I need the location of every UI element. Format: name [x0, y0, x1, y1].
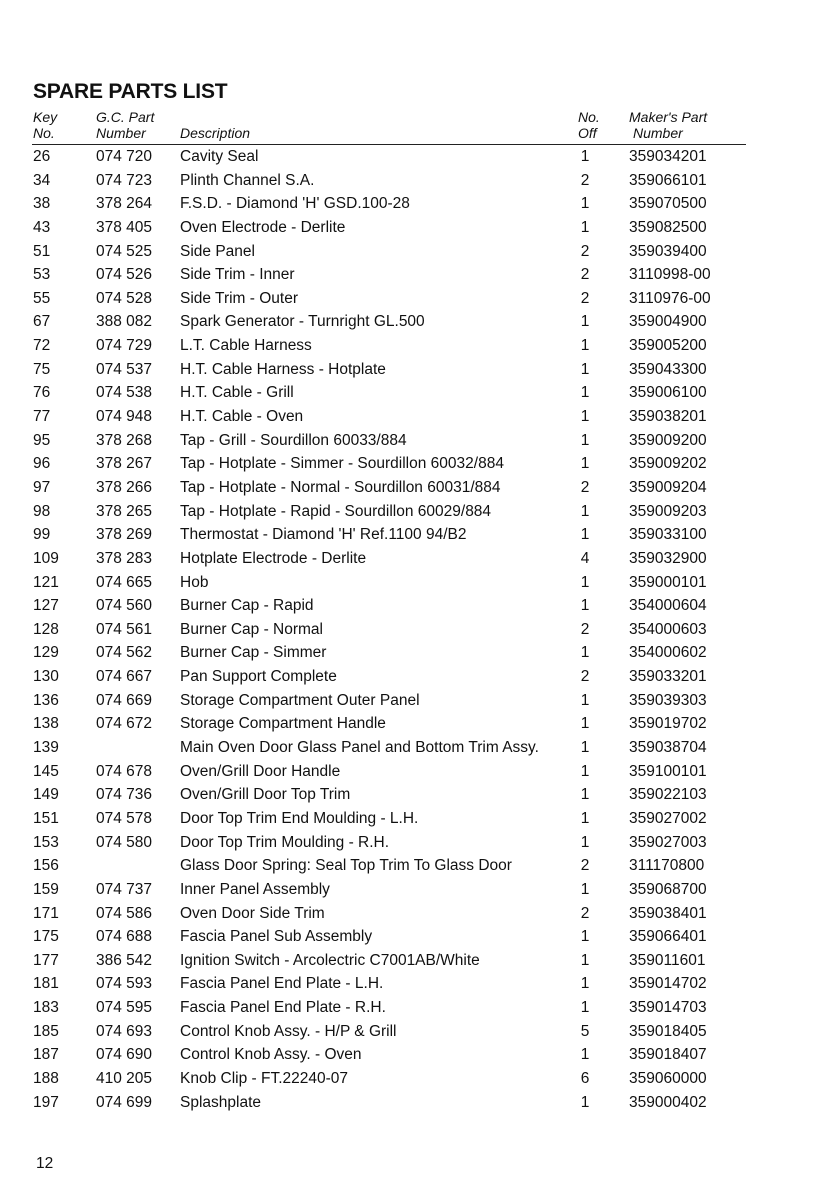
makers-part-cell: 3110976-00 [629, 289, 711, 307]
quantity-cell: 1 [580, 833, 590, 851]
description-cell: Storage Compartment Handle [180, 715, 386, 733]
gc-part-cell: 410 205 [96, 1069, 153, 1087]
description-cell: Door Top Trim Moulding - R.H. [180, 833, 390, 851]
key-cell: 34 [33, 171, 51, 189]
gc-part-cell: 386 542 [96, 951, 153, 969]
quantity-cell: 1 [580, 408, 590, 426]
key-cell: 109 [33, 549, 59, 567]
makers-part-cell: 354000604 [629, 597, 707, 615]
description-cell: Tap - Hotplate - Simmer - Sourdillon 60032/884 [180, 455, 504, 473]
table-row [0, 287, 838, 311]
makers-part-cell: 359034201 [629, 148, 707, 165]
key-cell: 151 [33, 809, 59, 827]
table-row [0, 925, 838, 949]
makers-part-cell: 359082500 [629, 218, 707, 236]
key-cell: 96 [33, 455, 51, 473]
description-cell: Glass Door Spring: Seal Top Trim To Glass Door [180, 857, 512, 875]
gc-part-cell: 074 720 [96, 148, 153, 165]
description-cell: Splashplate [180, 1093, 262, 1111]
makers-part-cell: 359011601 [629, 951, 706, 969]
quantity-cell: 1 [580, 526, 590, 544]
quantity-cell: 1 [580, 880, 590, 898]
makers-part-cell: 359018405 [629, 1022, 707, 1040]
key-cell: 128 [33, 620, 59, 638]
table-row [0, 712, 838, 736]
description-cell: Tap - Hotplate - Normal - Sourdillon 60031/884 [180, 478, 501, 496]
description-cell: Cavity Seal [180, 148, 259, 165]
quantity-cell: 1 [580, 786, 590, 804]
key-cell: 188 [33, 1069, 59, 1087]
table-row [0, 169, 838, 193]
key-cell: 53 [33, 266, 51, 284]
makers-part-cell: 3110998-00 [629, 266, 711, 284]
header-key [33, 109, 57, 141]
gc-part-cell: 074 690 [96, 1046, 153, 1064]
table-row [0, 618, 838, 642]
table-row [0, 972, 838, 996]
gc-part-cell: 074 586 [96, 904, 153, 922]
quantity-cell: 1 [580, 975, 590, 993]
makers-part-cell: 359014703 [629, 999, 707, 1017]
table-row [0, 1067, 838, 1091]
makers-part-cell: 359033100 [629, 526, 707, 544]
quantity-cell: 1 [580, 1046, 590, 1064]
gc-part-cell: 378 266 [96, 478, 153, 496]
description-cell: Side Panel [180, 242, 255, 260]
gc-part-cell: 074 665 [96, 573, 153, 591]
makers-part-cell: 359032900 [629, 549, 707, 567]
table-row [0, 736, 838, 760]
description-cell: Oven Electrode - Derlite [180, 218, 346, 236]
header-maker-line1: Maker's Part [629, 109, 708, 125]
makers-part-cell: 359006100 [629, 384, 707, 402]
description-cell: Control Knob Assy. - H/P & Grill [180, 1022, 397, 1040]
description-cell: Fascia Panel End Plate - R.H. [180, 999, 386, 1017]
key-cell: 129 [33, 644, 59, 662]
gc-part-cell: 378 265 [96, 502, 153, 520]
key-cell: 127 [33, 597, 59, 615]
key-cell: 55 [33, 289, 51, 307]
table-row [0, 358, 838, 382]
makers-part-cell: 354000603 [629, 620, 707, 638]
description-cell: Ignition Switch - Arcolectric C7001AB/White [180, 951, 480, 969]
gc-part-cell: 074 561 [96, 620, 153, 638]
gc-part-cell: 074 667 [96, 668, 153, 686]
key-cell: 159 [33, 880, 59, 898]
table-row [0, 878, 838, 902]
description-cell: H.T. Cable Harness - Hotplate [180, 360, 386, 378]
description-cell: Main Oven Door Glass Panel and Bottom Trim Assy. [180, 739, 539, 757]
gc-part-cell: 378 269 [96, 526, 153, 544]
quantity-cell: 1 [580, 313, 590, 331]
quantity-cell: 1 [580, 809, 590, 827]
key-cell: 156 [33, 857, 59, 875]
makers-part-cell: 359066101 [629, 171, 707, 189]
table-row [0, 429, 838, 453]
table-row [0, 192, 838, 216]
table-row [0, 854, 838, 878]
table-row [0, 949, 838, 973]
key-cell: 75 [33, 360, 51, 378]
description-cell: Oven Door Side Trim [180, 904, 325, 922]
key-cell: 76 [33, 384, 51, 402]
quantity-cell: 2 [580, 904, 590, 922]
table-row [0, 1043, 838, 1067]
description-cell: Storage Compartment Outer Panel [180, 691, 420, 709]
key-cell: 183 [33, 999, 59, 1017]
makers-part-cell: 359009203 [629, 502, 707, 520]
description-cell: Burner Cap - Normal [180, 620, 323, 638]
makers-part-cell: 359027003 [629, 833, 707, 851]
parts-table [0, 145, 838, 1114]
table-row [0, 500, 838, 524]
makers-part-cell: 359070500 [629, 195, 707, 213]
description-cell: Oven/Grill Door Handle [180, 762, 341, 780]
makers-part-cell: 359019702 [629, 715, 707, 733]
key-cell: 98 [33, 502, 51, 520]
quantity-cell: 2 [580, 620, 590, 638]
description-cell: Burner Cap - Simmer [180, 644, 327, 662]
quantity-cell: 1 [580, 360, 590, 378]
makers-part-cell: 359000101 [629, 573, 707, 591]
gc-part-cell: 074 669 [96, 691, 153, 709]
table-row [0, 334, 838, 358]
table-row [0, 452, 838, 476]
key-cell: 145 [33, 762, 59, 780]
makers-part-cell: 359038201 [629, 408, 707, 426]
quantity-cell: 2 [580, 289, 590, 307]
key-cell: 72 [33, 337, 51, 355]
header-no-off [578, 109, 600, 141]
makers-part-cell: 359022103 [629, 786, 707, 804]
description-cell: Hob [180, 573, 209, 591]
table-row [0, 1091, 838, 1115]
description-cell: Oven/Grill Door Top Trim [180, 786, 351, 804]
quantity-cell: 1 [580, 597, 590, 615]
gc-part-cell: 074 693 [96, 1022, 153, 1040]
key-cell: 181 [33, 975, 59, 993]
table-row [0, 902, 838, 926]
header-gc-line1: G.C. Part [96, 109, 155, 125]
makers-part-cell: 359060000 [629, 1069, 707, 1087]
gc-part-cell: 074 699 [96, 1093, 153, 1111]
makers-part-cell: 359039303 [629, 691, 707, 709]
description-cell: Tap - Grill - Sourdillon 60033/884 [180, 431, 407, 449]
gc-part-cell: 074 593 [96, 975, 153, 993]
table-row [0, 310, 838, 334]
description-cell: Door Top Trim End Moulding - L.H. [180, 809, 419, 827]
table-row [0, 145, 838, 169]
gc-part-cell: 074 538 [96, 384, 153, 402]
makers-part-cell: 359039400 [629, 242, 707, 260]
gc-part-cell: 074 672 [96, 715, 153, 733]
description-cell: Side Trim - Outer [180, 289, 298, 307]
gc-part-cell: 074 578 [96, 809, 153, 827]
description-cell: Pan Support Complete [180, 668, 337, 686]
quantity-cell: 4 [580, 549, 590, 567]
key-cell: 99 [33, 526, 51, 544]
table-row [0, 263, 838, 287]
table-row [0, 1020, 838, 1044]
makers-part-cell: 359066401 [629, 928, 707, 946]
makers-part-cell: 354000602 [629, 644, 707, 662]
gc-part-cell: 074 580 [96, 833, 153, 851]
key-cell: 67 [33, 313, 51, 331]
description-cell: Tap - Hotplate - Rapid - Sourdillon 60029/884 [180, 502, 492, 520]
quantity-cell: 1 [580, 928, 590, 946]
gc-part-cell: 074 678 [96, 762, 153, 780]
quantity-cell: 2 [580, 171, 590, 189]
makers-part-cell: 359038401 [629, 904, 707, 922]
key-cell: 171 [33, 904, 59, 922]
description-cell: Control Knob Assy. - Oven [180, 1046, 362, 1064]
gc-part-cell: 378 268 [96, 431, 153, 449]
table-row [0, 996, 838, 1020]
gc-part-cell: 388 082 [96, 313, 153, 331]
key-cell: 139 [33, 739, 59, 757]
header-makers-part [629, 109, 707, 141]
quantity-cell: 1 [580, 739, 590, 757]
description-cell: Fascia Panel Sub Assembly [180, 928, 373, 946]
table-row [0, 831, 838, 855]
description-cell: Thermostat - Diamond 'H' Ref.1100 94/B2 [180, 526, 467, 544]
table-row [0, 240, 838, 264]
key-cell: 38 [33, 195, 51, 213]
makers-part-cell: 359033201 [629, 668, 707, 686]
key-cell: 43 [33, 218, 51, 236]
key-cell: 175 [33, 928, 59, 946]
quantity-cell: 1 [580, 573, 590, 591]
makers-part-cell: 359027002 [629, 809, 707, 827]
quantity-cell: 1 [580, 455, 590, 473]
key-cell: 51 [33, 242, 51, 260]
description-cell: Spark Generator - Turnright GL.500 [180, 313, 425, 331]
key-cell: 77 [33, 408, 51, 426]
header-gc-line2: Number [96, 125, 146, 141]
gc-part-cell: 074 736 [96, 786, 153, 804]
table-row [0, 216, 838, 240]
quantity-cell: 1 [580, 715, 590, 733]
makers-part-cell: 359000402 [629, 1093, 707, 1111]
header-key-line2: No. [33, 125, 55, 141]
gc-part-cell: 074 688 [96, 928, 153, 946]
key-cell: 153 [33, 833, 59, 851]
key-cell: 121 [33, 573, 59, 591]
gc-part-cell: 378 264 [96, 195, 153, 213]
description-cell: F.S.D. - Diamond 'H' GSD.100-28 [180, 195, 410, 213]
gc-part-cell: 074 562 [96, 644, 153, 662]
makers-part-cell: 359018407 [629, 1046, 707, 1064]
table-row [0, 547, 838, 571]
quantity-cell: 1 [580, 384, 590, 402]
makers-part-cell: 359009200 [629, 431, 707, 449]
key-cell: 177 [33, 951, 59, 969]
description-cell: L.T. Cable Harness [180, 337, 312, 355]
gc-part-cell: 378 283 [96, 549, 153, 567]
gc-part-cell: 074 948 [96, 408, 153, 426]
quantity-cell: 1 [580, 951, 590, 969]
table-row [0, 689, 838, 713]
makers-part-cell: 359100101 [629, 762, 707, 780]
header-gc-part [96, 109, 154, 141]
gc-part-cell: 074 595 [96, 999, 153, 1017]
key-cell: 136 [33, 691, 59, 709]
quantity-cell: 1 [580, 337, 590, 355]
gc-part-cell: 074 729 [96, 337, 153, 355]
key-cell: 187 [33, 1046, 59, 1064]
key-cell: 95 [33, 431, 51, 449]
quantity-cell: 1 [580, 644, 590, 662]
makers-part-cell: 359004900 [629, 313, 707, 331]
table-row [0, 523, 838, 547]
makers-part-cell: 359009204 [629, 478, 707, 496]
page-number: 12 [36, 1155, 54, 1172]
table-row [0, 665, 838, 689]
header-key-line1: Key [33, 109, 58, 125]
page-title: SPARE PARTS LIST [33, 80, 228, 103]
makers-part-cell: 311170800 [629, 857, 705, 875]
quantity-cell: 2 [580, 668, 590, 686]
makers-part-cell: 359014702 [629, 975, 707, 993]
quantity-cell: 2 [580, 478, 590, 496]
key-cell: 130 [33, 668, 59, 686]
key-cell: 97 [33, 478, 51, 496]
gc-part-cell: 074 526 [96, 266, 153, 284]
description-cell: Plinth Channel S.A. [180, 171, 315, 189]
header-off-line1: No. [578, 109, 600, 125]
makers-part-cell: 359068700 [629, 880, 707, 898]
gc-part-cell: 378 405 [96, 218, 153, 236]
makers-part-cell: 359009202 [629, 455, 707, 473]
table-row [0, 641, 838, 665]
quantity-cell: 2 [580, 242, 590, 260]
gc-part-cell: 378 267 [96, 455, 153, 473]
quantity-cell: 1 [580, 502, 590, 520]
gc-part-cell: 074 560 [96, 597, 153, 615]
description-cell: Burner Cap - Rapid [180, 597, 314, 615]
quantity-cell: 6 [580, 1069, 590, 1087]
gc-part-cell: 074 737 [96, 880, 153, 898]
table-row [0, 571, 838, 595]
quantity-cell: 1 [580, 691, 590, 709]
header-description: Description [180, 125, 251, 141]
description-cell: Inner Panel Assembly [180, 880, 330, 898]
quantity-cell: 1 [580, 999, 590, 1017]
table-row [0, 381, 838, 405]
key-cell: 197 [33, 1093, 59, 1111]
quantity-cell: 1 [580, 218, 590, 236]
description-cell: H.T. Cable - Oven [180, 408, 304, 426]
quantity-cell: 1 [580, 431, 590, 449]
table-row [0, 476, 838, 500]
table-row [0, 783, 838, 807]
quantity-cell: 1 [580, 1093, 590, 1111]
makers-part-cell: 359038704 [629, 739, 707, 757]
quantity-cell: 2 [580, 266, 590, 284]
description-cell: Fascia Panel End Plate - L.H. [180, 975, 384, 993]
description-cell: H.T. Cable - Grill [180, 384, 294, 402]
description-cell: Side Trim - Inner [180, 266, 295, 284]
gc-part-cell: 074 723 [96, 171, 153, 189]
table-row [0, 594, 838, 618]
table-row [0, 760, 838, 784]
quantity-cell: 1 [580, 195, 590, 213]
table-row [0, 807, 838, 831]
gc-part-cell: 074 528 [96, 289, 153, 307]
quantity-cell: 5 [580, 1022, 590, 1040]
key-cell: 138 [33, 715, 59, 733]
table-row [0, 405, 838, 429]
makers-part-cell: 359043300 [629, 360, 707, 378]
gc-part-cell: 074 525 [96, 242, 153, 260]
makers-part-cell: 359005200 [629, 337, 707, 355]
gc-part-cell: 074 537 [96, 360, 153, 378]
description-cell: Hotplate Electrode - Derlite [180, 549, 367, 567]
header-maker-line2: Number [633, 125, 683, 141]
quantity-cell: 1 [580, 148, 590, 165]
header-off-line2: Off [578, 125, 597, 141]
quantity-cell: 2 [580, 857, 590, 875]
description-cell: Knob Clip - FT.22240-07 [180, 1069, 349, 1087]
quantity-cell: 1 [580, 762, 590, 780]
key-cell: 185 [33, 1022, 59, 1040]
key-cell: 26 [33, 148, 51, 165]
key-cell: 149 [33, 786, 59, 804]
